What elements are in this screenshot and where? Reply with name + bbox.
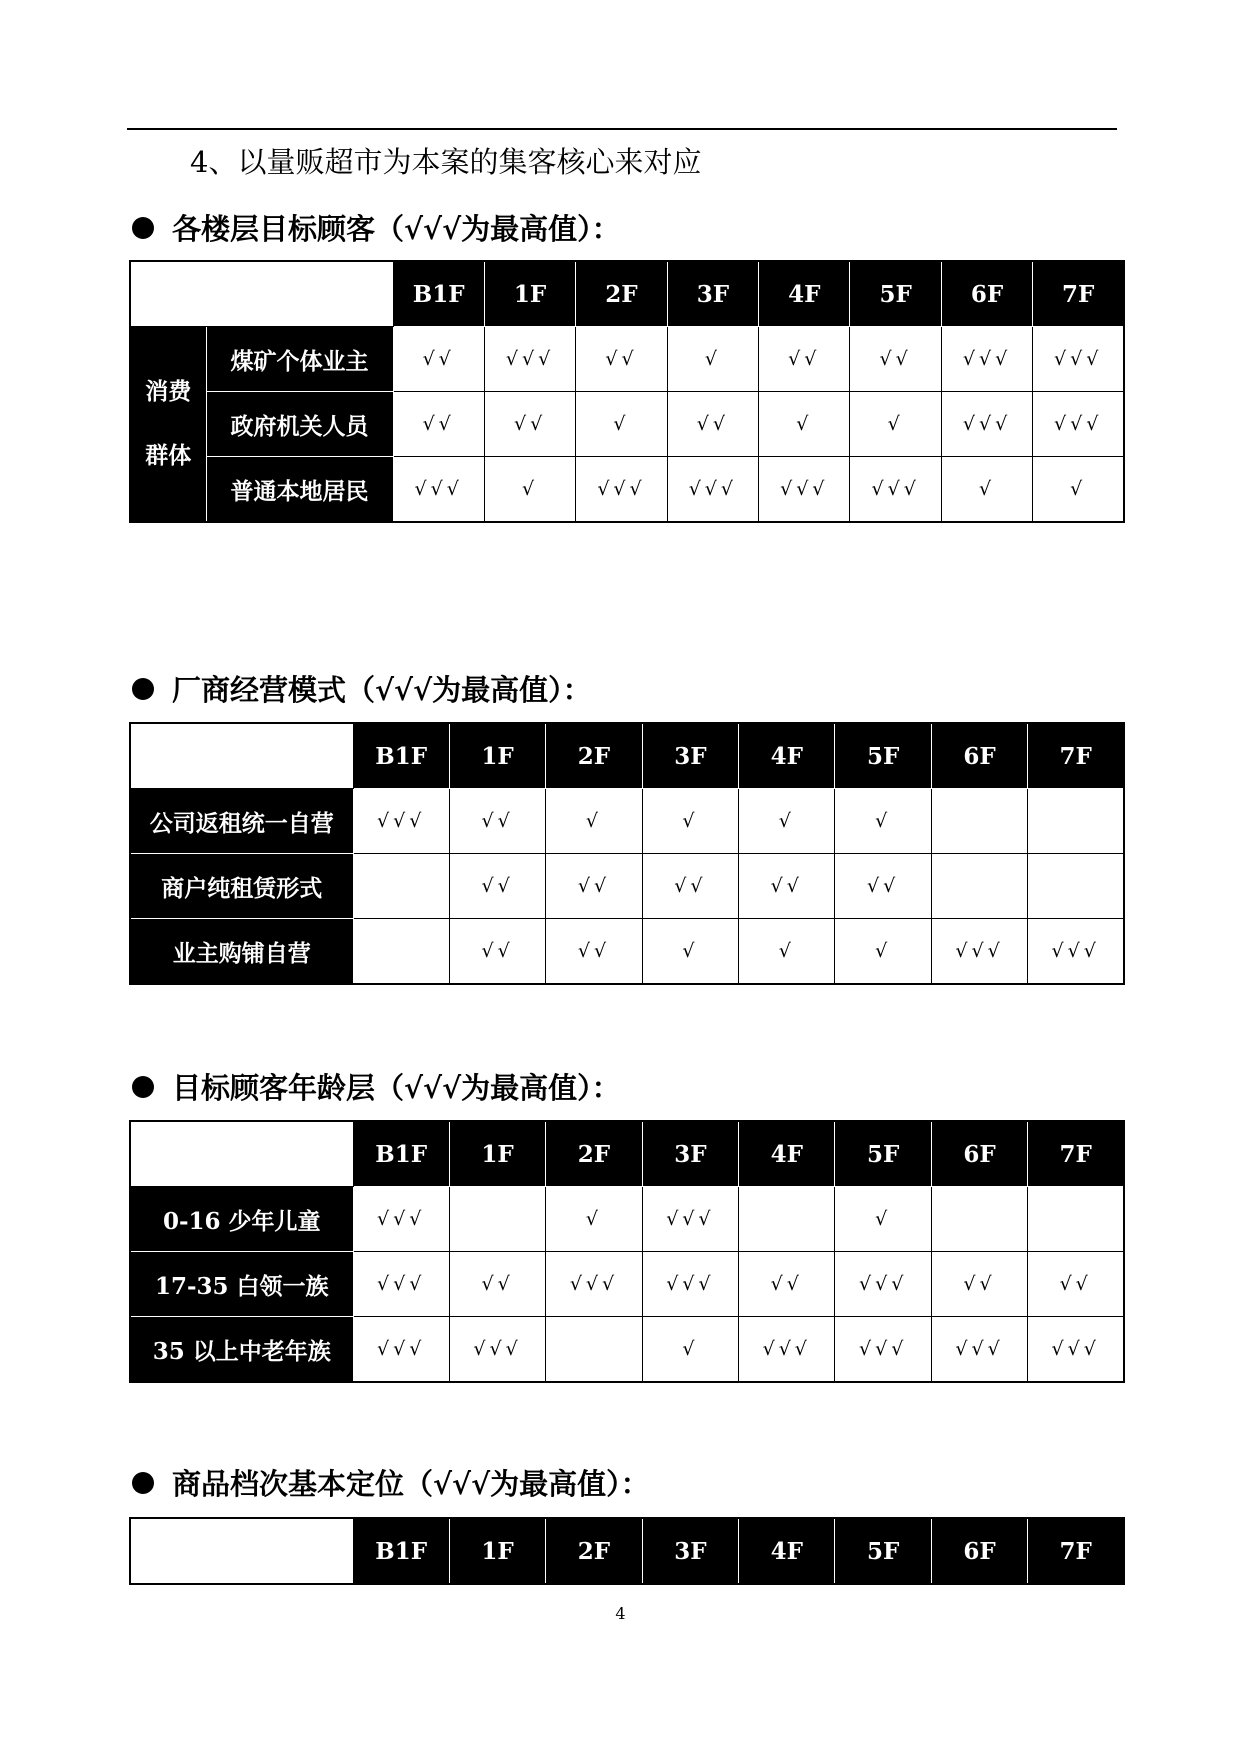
table-row xyxy=(130,1317,1124,1383)
rating-cell xyxy=(353,854,449,919)
floor-header: 4F xyxy=(759,261,850,327)
rating-cell: √ xyxy=(642,919,738,985)
rating-cell: √√ xyxy=(739,1252,835,1317)
rating-cell xyxy=(931,789,1027,854)
rating-cell: √√√ xyxy=(393,457,484,523)
table4-heading-text: 商品档次基本定位（√√√为最高值）： xyxy=(172,1467,650,1501)
table4-heading xyxy=(132,1462,650,1506)
rating-cell: √√√ xyxy=(667,457,758,523)
rating-cell: √ xyxy=(1033,457,1124,523)
rating-cell: √ xyxy=(835,919,931,985)
floor-header: 4F xyxy=(739,1121,835,1187)
floor-header: 5F xyxy=(850,261,941,327)
floor-header: 4F xyxy=(739,1518,835,1584)
rating-cell: √√√ xyxy=(1028,1317,1124,1383)
row-label: 普通本地居民 xyxy=(206,457,393,523)
rating-cell: √ xyxy=(835,1187,931,1252)
row-label: 业主购铺自营 xyxy=(130,919,353,985)
floor-header: B1F xyxy=(353,1518,449,1584)
floor-header: 4F xyxy=(739,723,835,789)
table1-target-customers xyxy=(129,260,1125,523)
floor-header: 2F xyxy=(576,261,667,327)
rating-cell: √√√ xyxy=(835,1317,931,1383)
rating-cell: √ xyxy=(576,392,667,457)
rating-cell xyxy=(931,854,1027,919)
page-number: 4 xyxy=(615,1604,626,1623)
floor-header: B1F xyxy=(393,261,484,327)
floor-header: 3F xyxy=(642,1518,738,1584)
rating-cell: √√√ xyxy=(353,1187,449,1252)
rating-cell xyxy=(353,919,449,985)
table3-heading xyxy=(132,1066,621,1110)
bullet-icon xyxy=(132,678,154,700)
floor-header: 7F xyxy=(1028,1121,1124,1187)
group-label-line: 群体 xyxy=(145,442,192,469)
row-label: 17-35 白领一族 xyxy=(130,1252,353,1317)
bullet-icon xyxy=(132,1472,154,1494)
rating-cell: √√√ xyxy=(642,1252,738,1317)
floor-header: B1F xyxy=(353,1121,449,1187)
floor-header: 1F xyxy=(449,723,545,789)
bullet-icon xyxy=(132,217,154,239)
floor-header: 5F xyxy=(835,1518,931,1584)
rating-cell: √√√ xyxy=(931,1317,1027,1383)
rating-cell: √√√ xyxy=(546,1252,642,1317)
floor-header: 1F xyxy=(449,1518,545,1584)
table3-heading-text: 目标顾客年龄层（√√√为最高值）： xyxy=(172,1071,621,1105)
rating-cell: √√ xyxy=(393,327,484,392)
floor-header: 6F xyxy=(941,261,1032,327)
section-item: 4、以量贩超市为本案的集客核心来对应 xyxy=(190,145,702,179)
row-label: 公司返租统一自营 xyxy=(130,789,353,854)
rating-cell: √√ xyxy=(393,392,484,457)
rating-cell: √√ xyxy=(449,919,545,985)
rating-cell: √√ xyxy=(931,1252,1027,1317)
group-label xyxy=(130,327,206,523)
rating-cell: √√√ xyxy=(353,1252,449,1317)
table-row xyxy=(130,789,1124,854)
rating-cell: √ xyxy=(642,789,738,854)
floor-header: 3F xyxy=(642,723,738,789)
table-row xyxy=(130,919,1124,985)
rating-cell: √√√ xyxy=(1033,327,1124,392)
table2-heading-text: 厂商经营模式（√√√为最高值）： xyxy=(172,673,592,707)
table1-heading xyxy=(132,207,621,251)
rating-cell: √√√ xyxy=(941,327,1032,392)
rating-cell: √√ xyxy=(576,327,667,392)
table-row xyxy=(130,327,1124,392)
rating-cell: √√√ xyxy=(484,327,575,392)
table2-business-model xyxy=(129,722,1125,985)
table4-product-positioning xyxy=(129,1517,1125,1585)
rating-cell: √ xyxy=(546,1187,642,1252)
table4-corner xyxy=(130,1518,353,1584)
table-row xyxy=(130,1252,1124,1317)
rating-cell: √√√ xyxy=(353,789,449,854)
rating-cell: √ xyxy=(739,919,835,985)
rating-cell: √√√ xyxy=(449,1317,545,1383)
table2-corner xyxy=(130,723,353,789)
rating-cell: √√ xyxy=(642,854,738,919)
table2-heading xyxy=(132,668,592,712)
table1-corner xyxy=(130,261,393,327)
rating-cell: √√ xyxy=(835,854,931,919)
rating-cell: √√ xyxy=(449,789,545,854)
group-label-line: 消费 xyxy=(145,378,192,405)
table3-age-groups xyxy=(129,1120,1125,1383)
rating-cell: √√ xyxy=(850,327,941,392)
rating-cell xyxy=(1028,789,1124,854)
rating-cell: √ xyxy=(546,789,642,854)
rating-cell xyxy=(1028,1187,1124,1252)
rating-cell: √√√ xyxy=(739,1317,835,1383)
floor-header: 6F xyxy=(931,1121,1027,1187)
floor-header: 2F xyxy=(546,1121,642,1187)
rating-cell: √√√ xyxy=(642,1187,738,1252)
rating-cell xyxy=(931,1187,1027,1252)
rating-cell: √√ xyxy=(449,1252,545,1317)
row-label: 商户纯租赁形式 xyxy=(130,854,353,919)
table-row xyxy=(130,854,1124,919)
floor-header: 7F xyxy=(1033,261,1124,327)
floor-header: 1F xyxy=(449,1121,545,1187)
row-label: 政府机关人员 xyxy=(206,392,393,457)
rating-cell: √ xyxy=(667,327,758,392)
row-label: 35 以上中老年族 xyxy=(130,1317,353,1383)
rating-cell: √ xyxy=(484,457,575,523)
rating-cell: √√ xyxy=(546,919,642,985)
rating-cell: √√ xyxy=(484,392,575,457)
rating-cell: √√√ xyxy=(353,1317,449,1383)
table-row xyxy=(130,392,1124,457)
row-label: 煤矿个体业主 xyxy=(206,327,393,392)
row-label: 0-16 少年儿童 xyxy=(130,1187,353,1252)
floor-header: B1F xyxy=(353,723,449,789)
floor-header: 6F xyxy=(931,1518,1027,1584)
rating-cell: √√√ xyxy=(931,919,1027,985)
rating-cell: √ xyxy=(759,392,850,457)
floor-header: 3F xyxy=(667,261,758,327)
floor-header: 1F xyxy=(484,261,575,327)
bullet-icon xyxy=(132,1076,154,1098)
floor-header: 5F xyxy=(835,723,931,789)
rating-cell: √√ xyxy=(546,854,642,919)
rating-cell: √√ xyxy=(667,392,758,457)
floor-header: 7F xyxy=(1028,1518,1124,1584)
rating-cell: √√√ xyxy=(759,457,850,523)
floor-header: 7F xyxy=(1028,723,1124,789)
rating-cell xyxy=(739,1187,835,1252)
rating-cell: √ xyxy=(850,392,941,457)
rating-cell: √√ xyxy=(759,327,850,392)
rating-cell: √ xyxy=(739,789,835,854)
rating-cell: √ xyxy=(835,789,931,854)
rating-cell: √√√ xyxy=(576,457,667,523)
rating-cell: √√√ xyxy=(1028,919,1124,985)
rating-cell: √ xyxy=(941,457,1032,523)
rating-cell xyxy=(449,1187,545,1252)
rating-cell xyxy=(1028,854,1124,919)
rating-cell: √√ xyxy=(739,854,835,919)
rating-cell: √√ xyxy=(449,854,545,919)
rating-cell: √√√ xyxy=(835,1252,931,1317)
floor-header: 2F xyxy=(546,723,642,789)
header-rule xyxy=(127,128,1117,130)
table-row xyxy=(130,1187,1124,1252)
floor-header: 6F xyxy=(931,723,1027,789)
floor-header: 5F xyxy=(835,1121,931,1187)
rating-cell: √√√ xyxy=(1033,392,1124,457)
table3-corner xyxy=(130,1121,353,1187)
rating-cell: √√√ xyxy=(941,392,1032,457)
rating-cell: √ xyxy=(642,1317,738,1383)
floor-header: 3F xyxy=(642,1121,738,1187)
rating-cell xyxy=(546,1317,642,1383)
table-row xyxy=(130,457,1124,523)
table1-heading-text: 各楼层目标顾客（√√√为最高值）： xyxy=(172,212,621,246)
floor-header: 2F xyxy=(546,1518,642,1584)
rating-cell: √√√ xyxy=(850,457,941,523)
rating-cell: √√ xyxy=(1028,1252,1124,1317)
